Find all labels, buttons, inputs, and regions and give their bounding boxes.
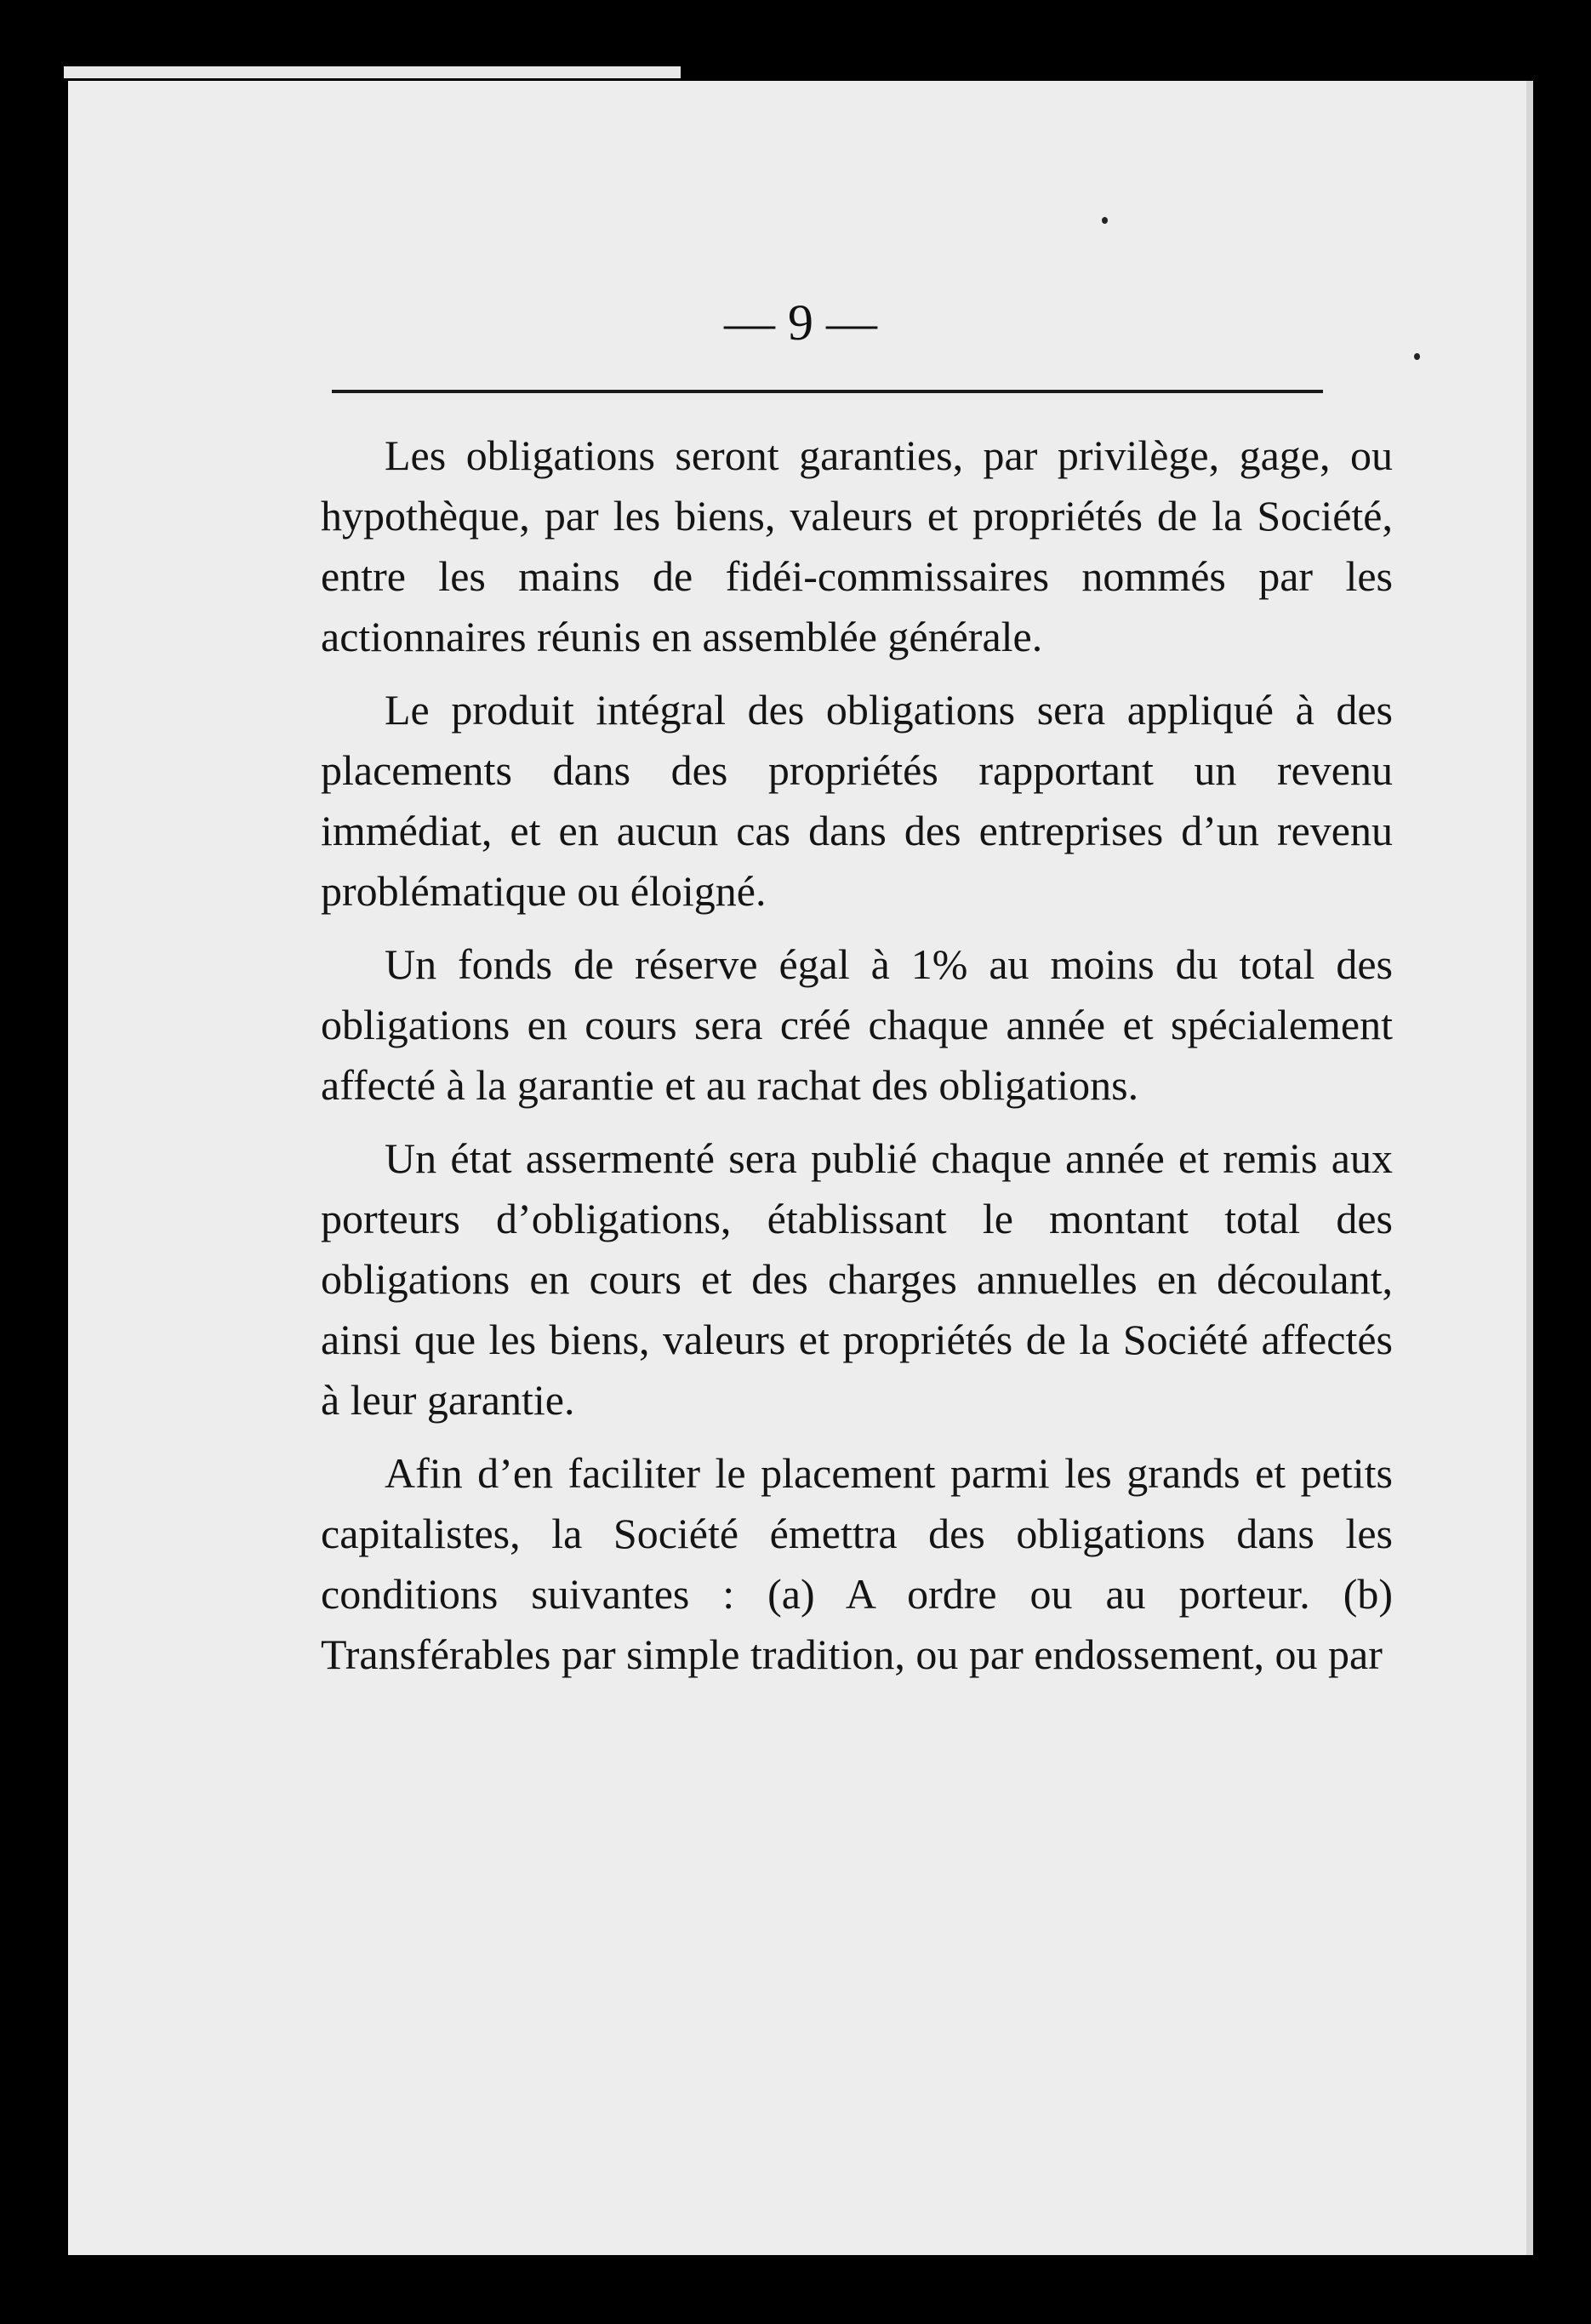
paragraph-annual-statement: Un état assermenté sera publié chaque année et remis aux porteurs d’obligations, établissant le montant total des obligations en cours et des charges annuelles en découlant, ainsi que les biens, valeurs et propriétés de la Société affectés à leur garantie. xyxy=(321,1134,1393,1424)
previous-page-edge xyxy=(64,66,681,78)
ink-speck xyxy=(1414,353,1420,360)
paragraph-issue-conditions: Afin d’en faciliter le placement parmi les grands et petits capitalistes, la Société émettra des obligations dans les conditions suivantes : (a) A ordre ou au porteur. (b) Transférables par simple tradition, ou par endossement, ou par xyxy=(321,1449,1393,1678)
paragraph-reserve-fund: Un fonds de réserve égal à 1% au moins du total des obligations en cours sera créé chaque année et spécialement affecté à la garantie et au rachat des obligations. xyxy=(321,940,1393,1109)
page-number: — 9 — xyxy=(724,294,877,351)
document-page xyxy=(68,81,1533,2255)
paragraph-proceeds: Le produit intégral des obligations sera appliqué à des placements dans des propriétés rapportant un revenu immédiat, et en aucun cas dans des entreprises d’un revenu problématique ou éloigné. xyxy=(321,686,1393,915)
paragraph-guarantees: Les obligations seront garanties, par privilège, gage, ou hypothèque, par les biens, valeurs et propriétés de la Société, entre les mains de fidéi-commissaires nommés par les actionnaires réunis en assemblée générale. xyxy=(321,431,1393,660)
body-text xyxy=(321,425,1393,1698)
header-rule xyxy=(332,390,1323,393)
ink-speck xyxy=(1102,217,1108,224)
